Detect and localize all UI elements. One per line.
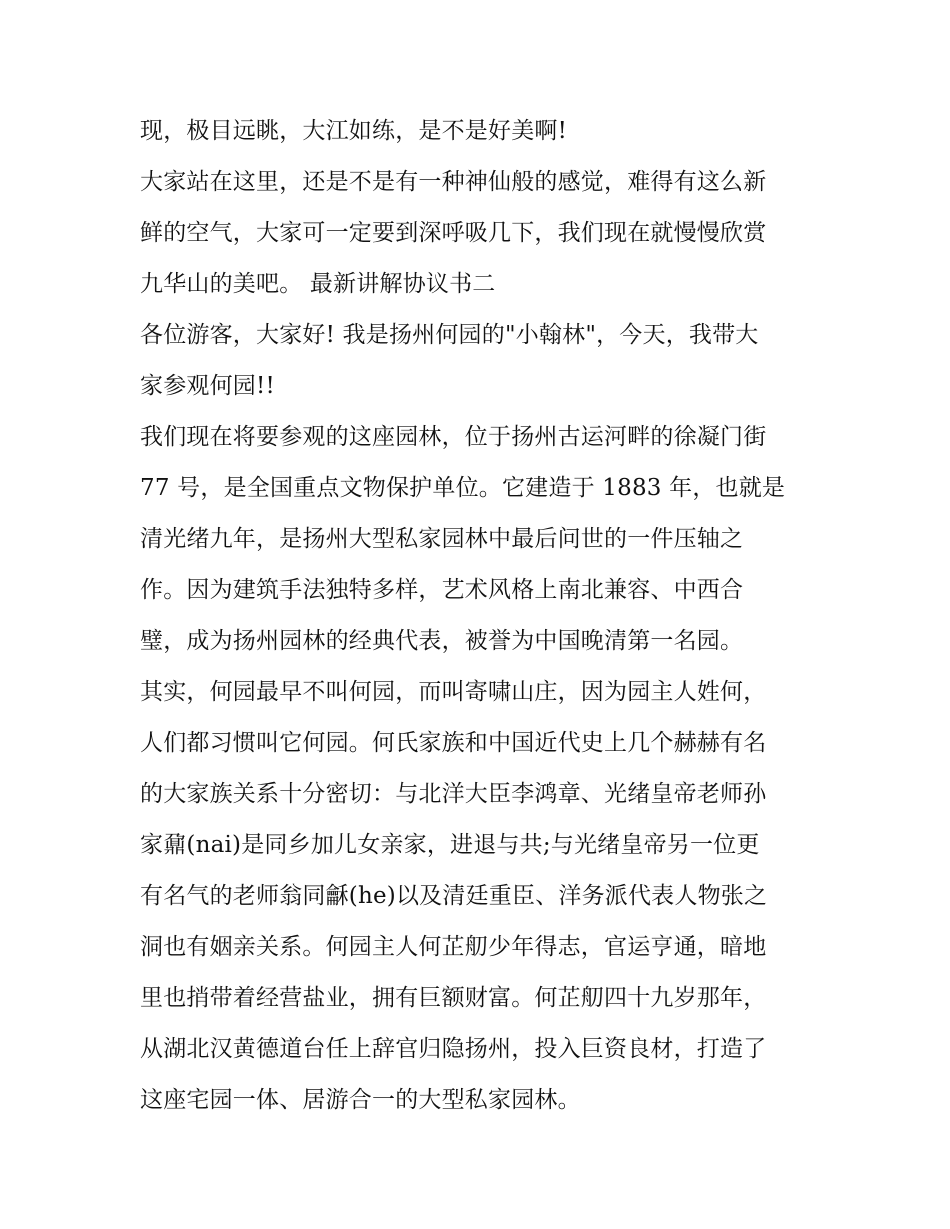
text-line: 九华山的美吧。 最新讲解协议书二	[140, 271, 496, 297]
text-line: 各位游客，大家好! 我是扬州何园的"小翰林"，今天，我带大	[140, 322, 759, 348]
text-line: 77 号，是全国重点文物保护单位。它建造于 1883 年，也就是	[140, 475, 786, 501]
text-line: 现，极目远眺，大江如练，是不是好美啊!	[140, 118, 568, 144]
text-line: 其实，何园最早不叫何园，而叫寄啸山庄，因为园主人姓何，	[140, 679, 767, 705]
text-line: 从湖北汉黄德道台任上辞官归隐扬州，投入巨资良材，打造了	[140, 1036, 767, 1062]
text-line: 家鼐(nai)是同乡加儿女亲家，进退与共;与光绪皇帝另一位更	[140, 832, 760, 858]
document-text-body	[140, 106, 820, 1126]
text-line: 家参观何园!!	[140, 373, 275, 399]
text-line: 清光绪九年，是扬州大型私家园林中最后问世的一件压轴之	[140, 526, 744, 552]
text-line: 鲜的空气，大家可一定要到深呼吸几下，我们现在就慢慢欣赏	[140, 220, 767, 246]
text-line: 人们都习惯叫它何园。何氏家族和中国近代史上几个赫赫有名	[140, 730, 767, 756]
text-line: 大家站在这里，还是不是有一种神仙般的感觉，难得有这么新	[140, 169, 767, 195]
text-line: 这座宅园一体、居游合一的大型私家园林。	[140, 1087, 581, 1113]
text-line: 璧，成为扬州园林的经典代表，被誉为中国晚清第一名园。	[140, 628, 744, 654]
text-line: 作。因为建筑手法独特多样，艺术风格上南北兼容、中西合	[140, 577, 744, 603]
text-line: 洞也有姻亲关系。何园主人何芷舠少年得志，官运亨通，暗地	[140, 934, 767, 960]
text-line: 我们现在将要参观的这座园林，位于扬州古运河畔的徐凝门街	[140, 424, 767, 450]
text-line: 里也捎带着经营盐业，拥有巨额财富。何芷舠四十九岁那年，	[140, 985, 767, 1011]
text-line: 有名气的老师翁同龢(he)以及清廷重臣、洋务派代表人物张之	[140, 883, 768, 909]
text-line: 的大家族关系十分密切：与北洋大臣李鸿章、光绪皇帝老师孙	[140, 781, 767, 807]
